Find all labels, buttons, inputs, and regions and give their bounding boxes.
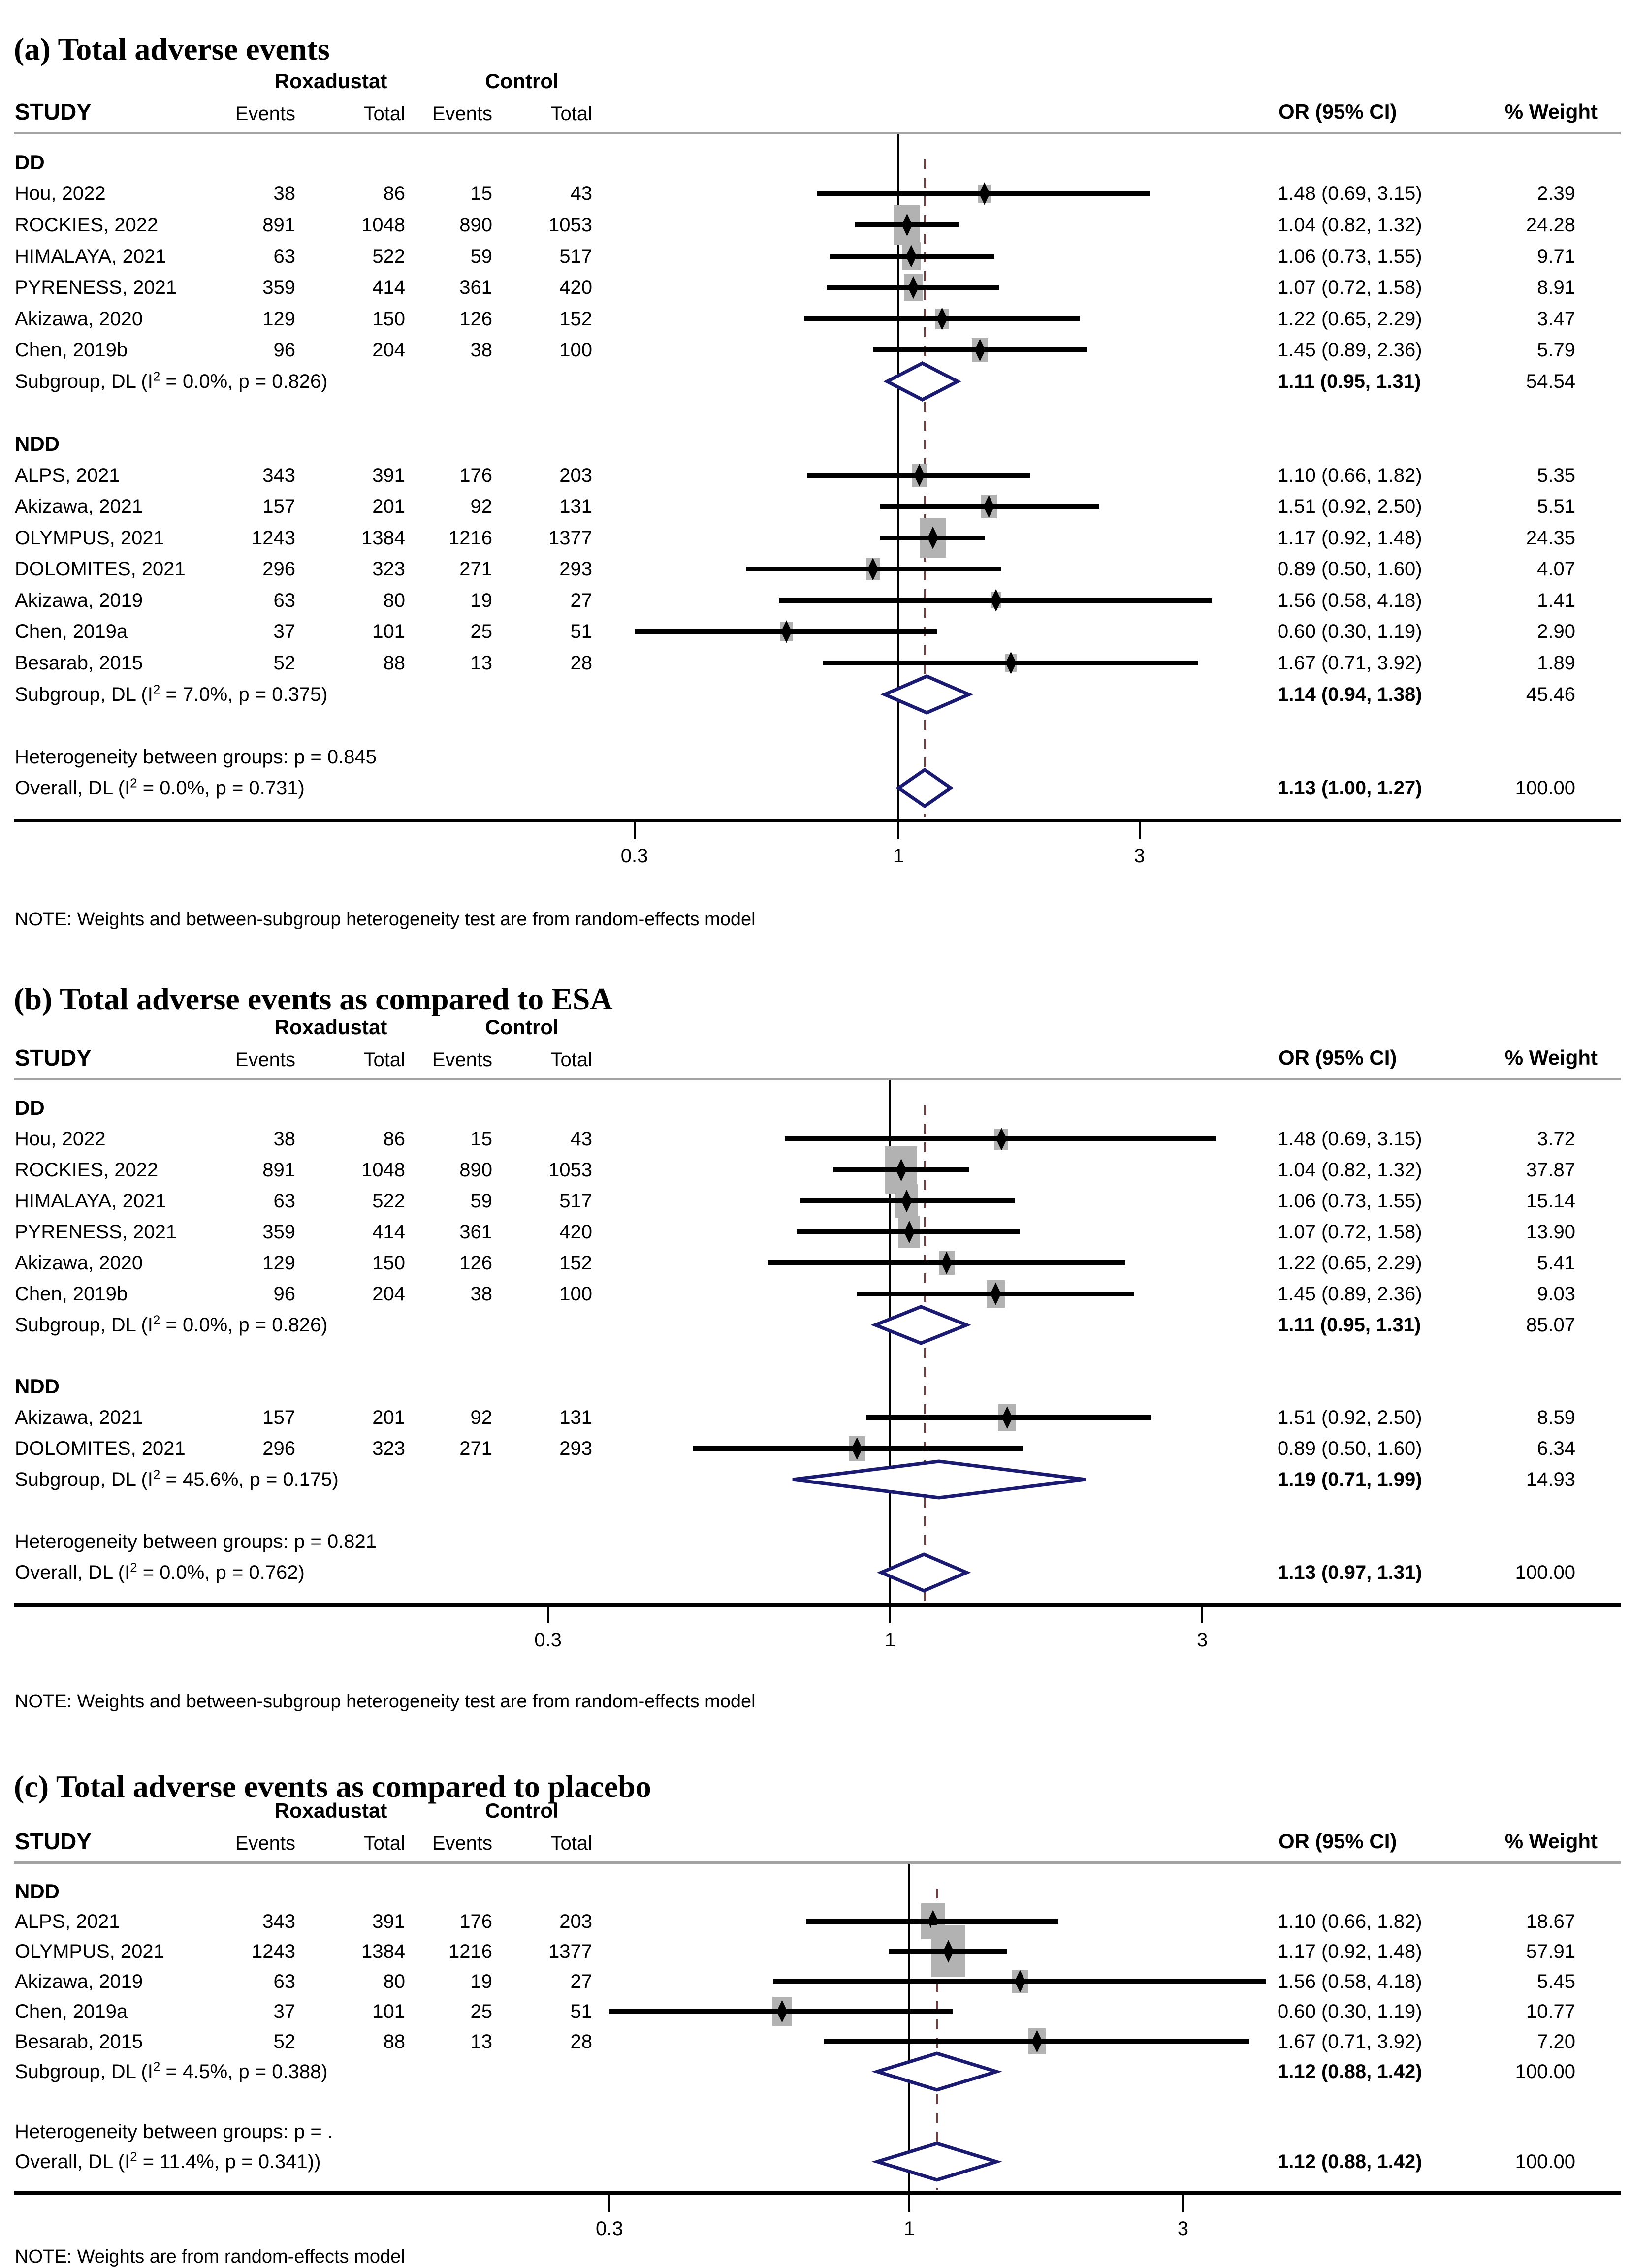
overall-or-ci-value: 1.13 (0.97, 1.31): [1278, 1561, 1422, 1583]
total-roxadustat-value: 150: [372, 1252, 405, 1274]
study-label: Akizawa, 2021: [15, 1407, 143, 1429]
total-roxadustat-value: 201: [372, 496, 405, 518]
or-ci-value: 1.04 (0.82, 1.32): [1278, 214, 1422, 236]
overall-weight-value: 100.00: [1515, 2150, 1575, 2173]
study-label: OLYMPUS, 2021: [15, 1940, 164, 1962]
or-ci-value: 1.17 (0.92, 1.48): [1278, 527, 1422, 549]
or-ci-value: 1.10 (0.66, 1.82): [1278, 1910, 1422, 1932]
events-control-value: 15: [470, 183, 492, 205]
subgroup-or-ci-value: 1.11 (0.95, 1.31): [1278, 1314, 1421, 1336]
column-header-total-roxadustat: Total: [363, 1832, 405, 1854]
total-control-value: 203: [559, 1910, 592, 1932]
superscript-2: 2: [153, 2059, 160, 2074]
x-axis-tick-label: 1: [884, 1629, 896, 1651]
events-roxadustat-value: 891: [262, 214, 295, 236]
subgroup-label: Subgroup, DL ($I^2 = 0.0\%$, p = 0.826): [15, 369, 328, 392]
panel-b-title: (b) Total adverse events as compared to ESA: [14, 981, 613, 1017]
or-ci-value: 1.48 (0.69, 3.15): [1278, 183, 1422, 205]
total-roxadustat-value: 88: [383, 2030, 405, 2052]
total-control-value: 51: [570, 621, 592, 643]
study-label: ROCKIES, 2022: [15, 1159, 159, 1181]
weight-value: 15.14: [1526, 1190, 1575, 1212]
x-axis-tick: [608, 2195, 610, 2212]
total-roxadustat-value: 86: [383, 183, 405, 205]
events-roxadustat-value: 96: [273, 1283, 295, 1305]
superscript-2: 2: [130, 2149, 137, 2164]
events-control-value: 25: [470, 621, 492, 643]
total-control-value: 131: [559, 1407, 592, 1429]
overall-weight-value: 100.00: [1515, 777, 1575, 799]
column-header-control: Control: [485, 69, 559, 93]
events-control-value: 25: [470, 2000, 492, 2022]
subgroup-or-ci-value: 1.11 (0.95, 1.31): [1278, 370, 1421, 392]
total-control-value: 293: [559, 1438, 592, 1460]
column-header-study: STUDY: [15, 99, 92, 125]
events-roxadustat-value: 52: [273, 652, 295, 674]
total-control-value: 1377: [548, 1940, 592, 1962]
total-control-value: 420: [559, 1221, 592, 1243]
events-roxadustat-value: 63: [273, 1970, 295, 1992]
total-roxadustat-value: 522: [372, 245, 405, 267]
study-label: PYRENESS, 2021: [15, 1221, 177, 1243]
column-header-study: STUDY: [15, 1045, 92, 1071]
total-control-value: 43: [570, 183, 592, 205]
total-roxadustat-value: 414: [372, 1221, 405, 1243]
study-label: ROCKIES, 2022: [15, 214, 159, 236]
total-control-value: 27: [570, 589, 592, 611]
events-control-value: 13: [470, 2030, 492, 2052]
total-roxadustat-value: 1384: [361, 527, 405, 549]
total-control-value: 27: [570, 1970, 592, 1992]
weight-value: 9.71: [1537, 245, 1575, 267]
column-header-total-control: Total: [550, 1049, 592, 1071]
total-control-value: 28: [570, 2030, 592, 2052]
column-header-events-control: Events: [432, 1049, 492, 1071]
events-control-value: 176: [459, 464, 492, 486]
total-roxadustat-value: 201: [372, 1407, 405, 1429]
events-roxadustat-value: 359: [262, 1221, 295, 1243]
total-roxadustat-value: 88: [383, 652, 405, 674]
or-ci-value: 1.48 (0.69, 3.15): [1278, 1128, 1422, 1150]
total-roxadustat-value: 80: [383, 589, 405, 611]
weight-value: 8.59: [1537, 1407, 1575, 1429]
or-ci-value: 0.60 (0.30, 1.19): [1278, 621, 1422, 643]
events-control-value: 176: [459, 1910, 492, 1932]
total-control-value: 203: [559, 464, 592, 486]
events-roxadustat-value: 343: [262, 464, 295, 486]
panel-c-title: (c) Total adverse events as compared to placebo: [14, 1769, 651, 1804]
or-ci-value: 1.17 (0.92, 1.48): [1278, 1940, 1422, 1962]
x-axis-tick-label: 3: [1177, 2218, 1188, 2239]
total-roxadustat-value: 204: [372, 1283, 405, 1305]
total-control-value: 517: [559, 245, 592, 267]
events-control-value: 15: [470, 1128, 492, 1150]
overall-weight-value: 100.00: [1515, 1561, 1575, 1583]
x-axis-tick: [1182, 2195, 1184, 2212]
weight-value: 1.41: [1537, 589, 1575, 611]
total-control-value: 131: [559, 496, 592, 518]
total-roxadustat-value: 323: [372, 558, 405, 580]
or-ci-value: 0.89 (0.50, 1.60): [1278, 1438, 1422, 1460]
total-roxadustat-value: 391: [372, 1910, 405, 1932]
events-roxadustat-value: 38: [273, 1128, 295, 1150]
events-control-value: 92: [470, 496, 492, 518]
column-header-weight: % Weight: [1504, 100, 1598, 123]
or-ci-value: 1.56 (0.58, 4.18): [1278, 1970, 1422, 1992]
column-header-weight: % Weight: [1504, 1829, 1598, 1853]
subgroup-label: Subgroup, DL ($I^2 = 0.0\%$, p = 0.826): [15, 1312, 328, 1336]
study-label: ALPS, 2021: [15, 1910, 120, 1932]
events-control-value: 92: [470, 1407, 492, 1429]
or-ci-value: 1.51 (0.92, 2.50): [1278, 1407, 1422, 1429]
events-roxadustat-value: 891: [262, 1159, 295, 1181]
events-roxadustat-value: 359: [262, 277, 295, 299]
study-label: Chen, 2019b: [15, 1283, 128, 1305]
x-axis-tick-label: 1: [903, 2218, 915, 2239]
superscript-2: 2: [130, 775, 137, 790]
x-axis-tick: [908, 2195, 910, 2212]
total-roxadustat-value: 150: [372, 308, 405, 330]
column-header-total-roxadustat: Total: [363, 103, 405, 125]
heterogeneity-text: Heterogeneity between groups: p = 0.821: [15, 1530, 377, 1552]
events-control-value: 271: [459, 558, 492, 580]
total-control-value: 152: [559, 308, 592, 330]
or-ci-value: 1.67 (0.71, 3.92): [1278, 2030, 1422, 2052]
events-roxadustat-value: 63: [273, 245, 295, 267]
or-ci-value: 1.06 (0.73, 1.55): [1278, 1190, 1422, 1212]
heterogeneity-text: Heterogeneity between groups: p = 0.845: [15, 746, 377, 768]
study-label: Hou, 2022: [15, 183, 106, 205]
x-axis-tick-label: 0.3: [596, 2218, 623, 2239]
study-label: Besarab, 2015: [15, 652, 143, 674]
column-header-roxadustat: Roxadustat: [274, 1015, 387, 1039]
events-control-value: 1216: [448, 527, 492, 549]
events-roxadustat-value: 38: [273, 183, 295, 205]
weight-value: 24.28: [1526, 214, 1575, 236]
events-roxadustat-value: 157: [262, 496, 295, 518]
weight-value: 1.89: [1537, 652, 1575, 674]
column-header-events-roxadustat: Events: [235, 103, 295, 125]
study-label: Chen, 2019a: [15, 2000, 128, 2022]
events-roxadustat-value: 343: [262, 1910, 295, 1932]
overall-diamond: [875, 2141, 998, 2182]
group-label: DD: [15, 150, 45, 174]
weight-value: 37.87: [1526, 1159, 1575, 1181]
or-ci-value: 1.67 (0.71, 3.92): [1278, 652, 1422, 674]
events-roxadustat-value: 52: [273, 2030, 295, 2052]
total-roxadustat-value: 86: [383, 1128, 405, 1150]
events-control-value: 19: [470, 589, 492, 611]
heterogeneity-text: Heterogeneity between groups: p = .: [15, 2120, 333, 2142]
total-control-value: 517: [559, 1190, 592, 1212]
total-roxadustat-value: 391: [372, 464, 405, 486]
panel-a-note: NOTE: Weights and between-subgroup heterogeneity test are from random-effects model: [15, 909, 756, 930]
study-label: ALPS, 2021: [15, 464, 120, 486]
overall-label: Overall, DL ($I^2 = 0.0\%$, p = 0.731): [15, 775, 305, 799]
total-control-value: 100: [559, 1283, 592, 1305]
overall-or-ci-value: 1.13 (1.00, 1.27): [1278, 777, 1422, 799]
weight-value: 5.45: [1537, 1970, 1575, 1992]
or-ci-value: 1.22 (0.65, 2.29): [1278, 1252, 1422, 1274]
subgroup-weight-value: 45.46: [1526, 683, 1575, 705]
events-control-value: 59: [470, 245, 492, 267]
events-roxadustat-value: 63: [273, 1190, 295, 1212]
subgroup-diamond: [875, 2051, 998, 2092]
weight-value: 9.03: [1537, 1283, 1575, 1305]
column-header-control: Control: [485, 1799, 559, 1822]
column-header-events-control: Events: [432, 103, 492, 125]
events-control-value: 126: [459, 1252, 492, 1274]
total-roxadustat-value: 1384: [361, 1940, 405, 1962]
x-axis-tick-label: 0.3: [534, 1629, 562, 1651]
events-roxadustat-value: 157: [262, 1407, 295, 1429]
events-roxadustat-value: 1243: [252, 527, 295, 549]
panel-a-title: (a) Total adverse events: [14, 32, 330, 67]
or-ci-value: 1.45 (0.89, 2.36): [1278, 339, 1422, 361]
superscript-2: 2: [153, 369, 160, 384]
study-label: Hou, 2022: [15, 1128, 106, 1150]
column-header-control: Control: [485, 1015, 559, 1039]
weight-value: 18.67: [1526, 1910, 1575, 1932]
weight-value: 5.79: [1537, 339, 1575, 361]
events-roxadustat-value: 37: [273, 2000, 295, 2022]
column-header-total-roxadustat: Total: [363, 1049, 405, 1071]
group-label: DD: [15, 1096, 45, 1120]
or-ci-value: 0.60 (0.30, 1.19): [1278, 2000, 1422, 2022]
or-ci-value: 1.06 (0.73, 1.55): [1278, 245, 1422, 267]
study-label: HIMALAYA, 2021: [15, 1190, 166, 1212]
events-control-value: 19: [470, 1970, 492, 1992]
overall-label: Overall, DL ($I^2 = 11.4\%$, p = 0.341)): [15, 2149, 321, 2173]
weight-value: 4.07: [1537, 558, 1575, 580]
column-header-weight: % Weight: [1504, 1046, 1598, 1069]
x-axis-tick-label: 0.3: [620, 845, 648, 867]
weight-value: 6.34: [1537, 1438, 1575, 1460]
events-control-value: 361: [459, 1221, 492, 1243]
total-control-value: 43: [570, 1128, 592, 1150]
or-ci-value: 1.56 (0.58, 4.18): [1278, 589, 1422, 611]
events-roxadustat-value: 1243: [252, 1940, 295, 1962]
total-roxadustat-value: 101: [372, 2000, 405, 2022]
weight-value: 5.35: [1537, 464, 1575, 486]
total-roxadustat-value: 414: [372, 277, 405, 299]
weight-value: 57.91: [1526, 1940, 1575, 1962]
or-ci-value: 1.22 (0.65, 2.29): [1278, 308, 1422, 330]
total-control-value: 420: [559, 277, 592, 299]
column-header-study: STUDY: [15, 1828, 92, 1854]
column-header-events-control: Events: [432, 1832, 492, 1854]
column-header-total-control: Total: [550, 103, 592, 125]
panel-b-note: NOTE: Weights and between-subgroup heterogeneity test are from random-effects model: [15, 1691, 756, 1712]
total-control-value: 1377: [548, 527, 592, 549]
or-ci-value: 1.07 (0.72, 1.58): [1278, 1221, 1422, 1243]
weight-value: 24.35: [1526, 527, 1575, 549]
x-axis-tick-label: 1: [893, 845, 904, 867]
events-roxadustat-value: 296: [262, 558, 295, 580]
total-roxadustat-value: 101: [372, 621, 405, 643]
study-label: OLYMPUS, 2021: [15, 527, 164, 549]
subgroup-or-ci-value: 1.14 (0.94, 1.38): [1278, 683, 1422, 705]
events-roxadustat-value: 37: [273, 621, 295, 643]
group-label: NDD: [15, 1879, 60, 1903]
column-header-or: OR (95% CI): [1279, 1829, 1397, 1853]
study-label: Akizawa, 2021: [15, 496, 143, 518]
total-roxadustat-value: 204: [372, 339, 405, 361]
total-control-value: 51: [570, 2000, 592, 2022]
events-roxadustat-value: 129: [262, 1252, 295, 1274]
events-control-value: 1216: [448, 1940, 492, 1962]
weight-value: 2.90: [1537, 621, 1575, 643]
superscript-2: 2: [130, 1560, 137, 1575]
weight-value: 8.91: [1537, 277, 1575, 299]
weight-value: 5.51: [1537, 496, 1575, 518]
study-label: Chen, 2019b: [15, 339, 128, 361]
study-label: Akizawa, 2020: [15, 1252, 143, 1274]
total-roxadustat-value: 80: [383, 1970, 405, 1992]
study-label: DOLOMITES, 2021: [15, 558, 186, 580]
events-control-value: 890: [459, 214, 492, 236]
study-label: DOLOMITES, 2021: [15, 1438, 186, 1460]
events-control-value: 59: [470, 1190, 492, 1212]
total-control-value: 152: [559, 1252, 592, 1274]
column-header-events-roxadustat: Events: [235, 1832, 295, 1854]
events-control-value: 890: [459, 1159, 492, 1181]
column-header-events-roxadustat: Events: [235, 1049, 295, 1071]
subgroup-weight-value: 14.93: [1526, 1468, 1575, 1490]
column-header-roxadustat: Roxadustat: [274, 69, 387, 93]
weight-value: 3.47: [1537, 308, 1575, 330]
x-axis-tick-label: 3: [1196, 1629, 1208, 1651]
events-control-value: 361: [459, 277, 492, 299]
x-axis-line: [14, 2191, 1621, 2195]
overall-or-ci-value: 1.12 (0.88, 1.42): [1278, 2150, 1422, 2173]
events-control-value: 271: [459, 1438, 492, 1460]
superscript-2: 2: [153, 1467, 160, 1482]
study-label: PYRENESS, 2021: [15, 277, 177, 299]
total-control-value: 1053: [548, 1159, 592, 1181]
weight-value: 10.77: [1526, 2000, 1575, 2022]
or-ci-value: 1.04 (0.82, 1.32): [1278, 1159, 1422, 1181]
subgroup-label: Subgroup, DL ($I^2 = 7.0\%$, p = 0.375): [15, 682, 328, 705]
or-ci-value: 1.45 (0.89, 2.36): [1278, 1283, 1422, 1305]
total-control-value: 293: [559, 558, 592, 580]
weight-value: 3.72: [1537, 1128, 1575, 1150]
total-control-value: 28: [570, 652, 592, 674]
group-label: NDD: [15, 1375, 60, 1398]
superscript-2: 2: [153, 1312, 160, 1327]
overall-label: Overall, DL ($I^2 = 0.0\%$, p = 0.762): [15, 1560, 305, 1583]
study-label: Chen, 2019a: [15, 621, 128, 643]
x-axis-tick-label: 3: [1134, 845, 1145, 867]
or-ci-value: 0.89 (0.50, 1.60): [1278, 558, 1422, 580]
weight-value: 5.41: [1537, 1252, 1575, 1274]
subgroup-weight-value: 54.54: [1526, 370, 1575, 392]
header-rule: [14, 1861, 1621, 1864]
study-label: Akizawa, 2019: [15, 1970, 143, 1992]
group-label: NDD: [15, 432, 60, 455]
study-label: Akizawa, 2020: [15, 308, 143, 330]
subgroup-or-ci-value: 1.19 (0.71, 1.99): [1278, 1468, 1422, 1490]
events-roxadustat-value: 296: [262, 1438, 295, 1460]
panel-c-note: NOTE: Weights are from random-effects model: [15, 2246, 405, 2267]
or-ci-value: 1.10 (0.66, 1.82): [1278, 464, 1422, 486]
column-header-total-control: Total: [550, 1832, 592, 1854]
events-roxadustat-value: 129: [262, 308, 295, 330]
events-control-value: 38: [470, 1283, 492, 1305]
subgroup-label: Subgroup, DL ($I^2 = 45.6\%$, p = 0.175): [15, 1467, 339, 1490]
subgroup-weight-value: 85.07: [1526, 1314, 1575, 1336]
study-label: Akizawa, 2019: [15, 589, 143, 611]
weight-value: 7.20: [1537, 2030, 1575, 2052]
study-label: Besarab, 2015: [15, 2030, 143, 2052]
column-header-or: OR (95% CI): [1279, 100, 1397, 123]
events-control-value: 13: [470, 652, 492, 674]
total-control-value: 100: [559, 339, 592, 361]
total-roxadustat-value: 323: [372, 1438, 405, 1460]
or-ci-value: 1.51 (0.92, 2.50): [1278, 496, 1422, 518]
events-control-value: 126: [459, 308, 492, 330]
subgroup-label: Subgroup, DL ($I^2 = 4.5\%$, p = 0.388): [15, 2059, 328, 2082]
weight-value: 13.90: [1526, 1221, 1575, 1243]
weight-value: 2.39: [1537, 183, 1575, 205]
column-header-or: OR (95% CI): [1279, 1046, 1397, 1069]
total-roxadustat-value: 522: [372, 1190, 405, 1212]
events-roxadustat-value: 96: [273, 339, 295, 361]
study-label: HIMALAYA, 2021: [15, 245, 166, 267]
superscript-2: 2: [153, 682, 160, 697]
events-control-value: 38: [470, 339, 492, 361]
subgroup-or-ci-value: 1.12 (0.88, 1.42): [1278, 2060, 1422, 2082]
or-ci-value: 1.07 (0.72, 1.58): [1278, 277, 1422, 299]
total-roxadustat-value: 1048: [361, 214, 405, 236]
column-header-roxadustat: Roxadustat: [274, 1799, 387, 1822]
events-roxadustat-value: 63: [273, 589, 295, 611]
subgroup-weight-value: 100.00: [1515, 2060, 1575, 2082]
total-control-value: 1053: [548, 214, 592, 236]
total-roxadustat-value: 1048: [361, 1159, 405, 1181]
